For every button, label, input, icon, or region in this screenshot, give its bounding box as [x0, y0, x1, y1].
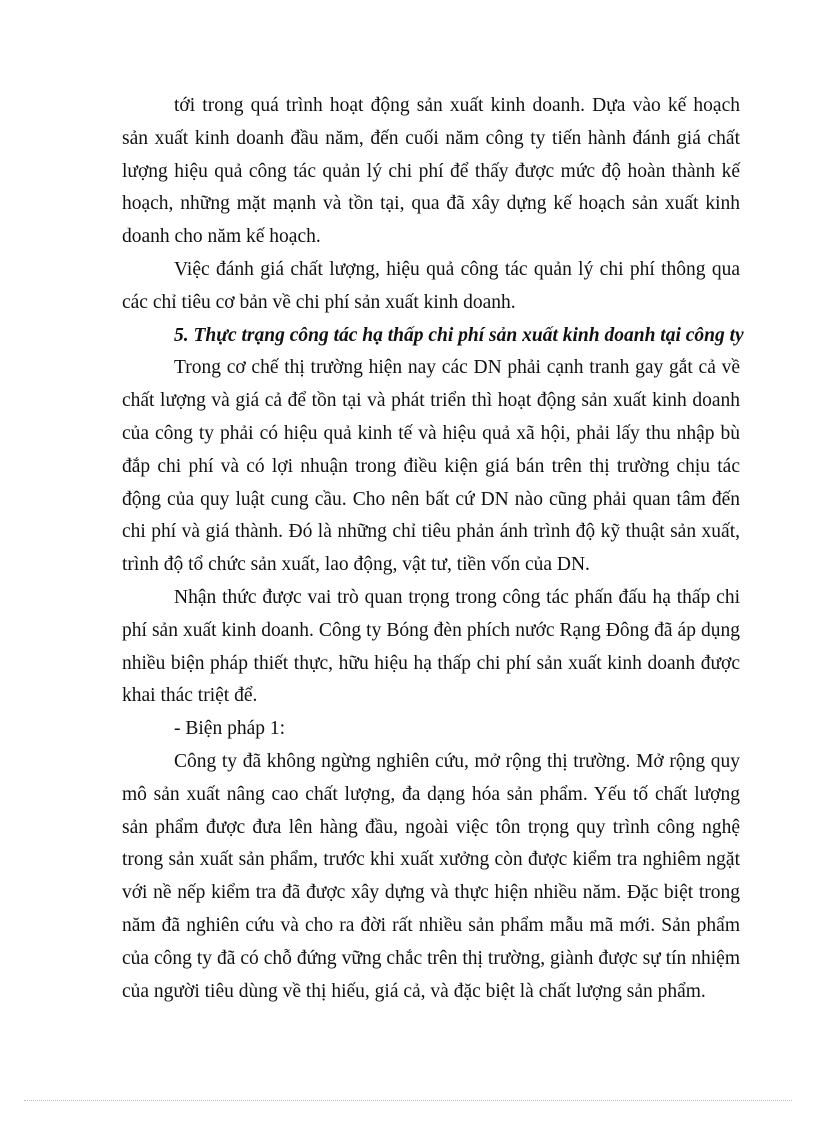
- paragraph-continuation: tới trong quá trình hoạt động sản xuất kinh doanh. Dựa vào kế hoạch sản xuất kinh doanh đầu năm, đến cuối năm công ty tiến hành đánh giá chất lượng hiệu quả công tác quản lý chi phí để thấy được mức độ hoàn thành kế hoạch, những mặt mạnh và tồn tại, qua đã xây dựng kế hoạch sản xuất kinh doanh cho năm kế hoạch.: [122, 95, 740, 248]
- paragraph-evaluation: Việc đánh giá chất lượng, hiệu quả công tác quản lý chi phí thông qua các chỉ tiêu cơ bản về chi phí sản xuất kinh doanh.: [122, 258, 740, 313]
- paragraph-market-mechanism: Trong cơ chế thị trường hiện nay các DN phải cạnh tranh gay gắt cả về chất lượng và giá cả để tồn tại và phát triển thì hoạt động sản xuất kinh doanh của công ty phải có hiệu quả kinh tế và hiệu quả xã hội, phải lấy thu nhập bù đắp chi phí và có lợi nhuận trong điều kiện giá bán trên thị trường chịu tác động của quy luật cung cầu. Cho nên bất cứ DN nào cũng phải quan tâm đến chi phí và giá thành. Đó là những chỉ tiêu phản ánh trình độ kỹ thuật sản xuất, trình độ tổ chức sản xuất, lao động, vật tư, tiền vốn của DN.: [122, 357, 740, 576]
- section-heading: 5. Thực trạng công tác hạ thấp chi phí sản xuất kinh doanh tại công ty: [174, 324, 744, 346]
- paragraph-measure-1: Công ty đã không ngừng nghiên cứu, mở rộng thị trường. Mở rộng quy mô sản xuất nâng cao chất lượng, đa dạng hóa sản phẩm. Yếu tố chất lượng sản phẩm được đưa lên hàng đầu, ngoài việc tôn trọng quy trình công nghệ trong sản xuất sản phẩm, trước khi xuất xưởng còn được kiểm tra nghiêm ngặt với nề nếp kiểm tra đã được xây dựng và thực hiện nhiều năm. Đặc biệt trong năm đã nghiên cứu và cho ra đời rất nhiều sản phẩm mẫu mã mới. Sản phẩm của công ty đã có chỗ đứng vững chắc trên thị trường, giành được sự tín nhiệm của người tiêu dùng về thị hiếu, giá cả, và đặc biệt là chất lượng sản phẩm.: [122, 750, 740, 1002]
- paragraph-awareness: Nhận thức được vai trò quan trọng trong công tác phấn đấu hạ thấp chi phí sản xuất kinh doanh. Công ty Bóng đèn phích nước Rạng Đông đã áp dụng nhiều biện pháp thiết thực, hữu hiệu hạ thấp chi phí sản xuất kinh doanh được khai thác triệt để.: [122, 586, 740, 707]
- document-body: [122, 90, 744, 1008]
- footer-divider: [24, 1100, 792, 1101]
- measure-label: - Biện pháp 1:: [174, 718, 286, 740]
